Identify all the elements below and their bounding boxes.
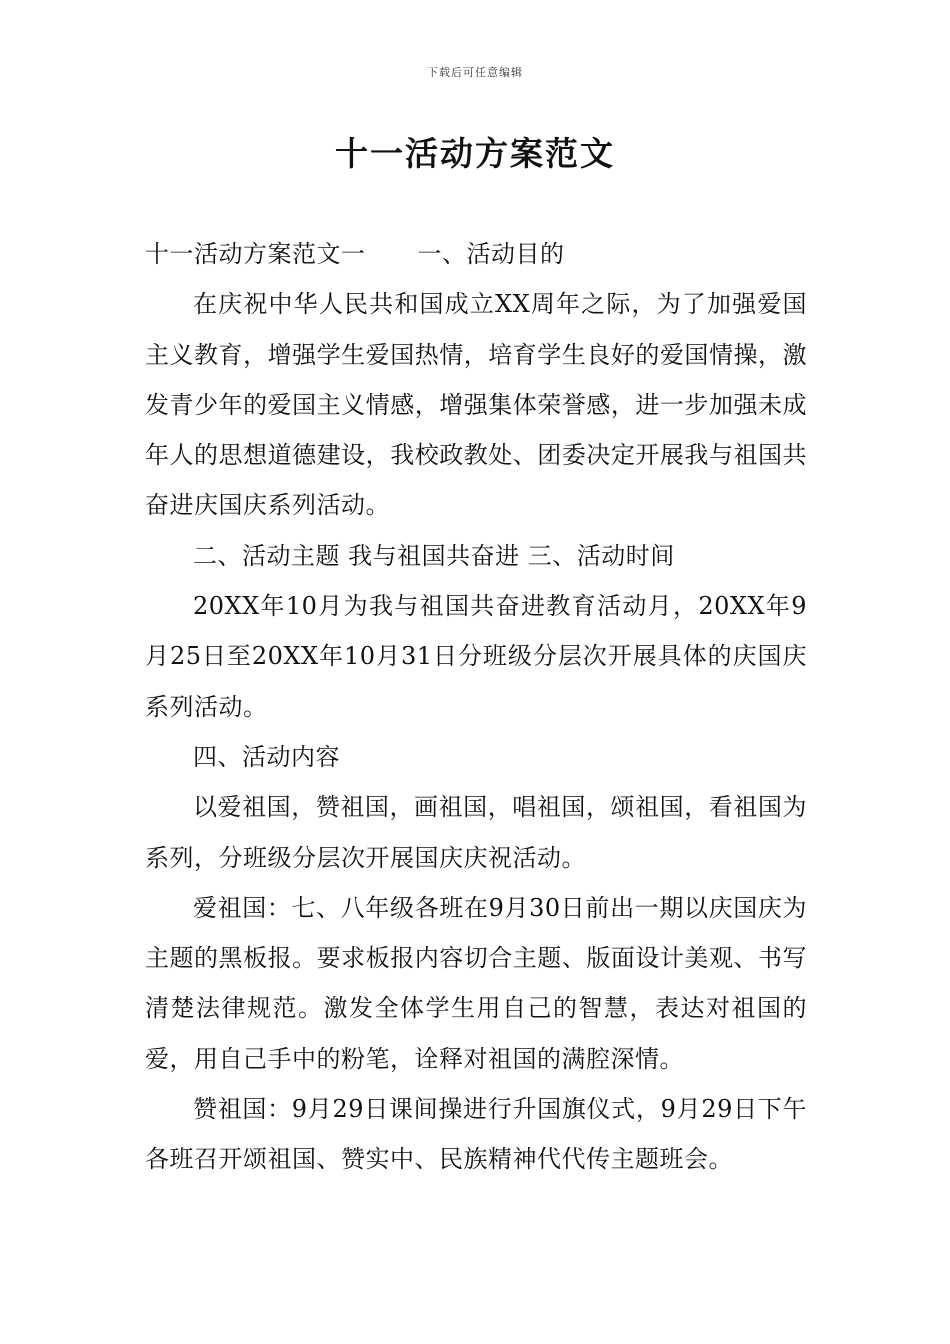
paragraph-content-series: 以爱祖国，赞祖国，画祖国，唱祖国，颂祖国，看祖国为系列，分班级分层次开展国庆庆祝活动。 — [145, 793, 807, 872]
paragraph-love-motherland: 爱祖国：七、八年级各班在9月30日前出一期以庆国庆为主题的黑板报。要求板报内容切合主题、版面设计美观、书写清楚法律规范。激发全体学生用自己的智慧，表达对祖国的爱，用自己手中的粉笔，诠释对祖国的满腔深情。 — [145, 893, 807, 1073]
section-heading-purpose: 一、活动目的 — [417, 240, 565, 268]
paragraph-time: 20XX年10月为我与祖国共奋进教育活动月，20XX年9月25日至20XX年10月31日分班级分层次开展具体的庆国庆系列活动。 — [145, 592, 807, 721]
document-title: 十一活动方案范文 — [335, 134, 615, 173]
intro-subtitle: 十一活动方案范文一 — [145, 240, 366, 268]
paragraph-praise-motherland: 赞祖国：9月29日课间操进行升国旗仪式，9月29日下午各班召开颂祖国、赞实中、民族精神代代传主题班会。 — [145, 1095, 807, 1174]
document-body — [145, 229, 807, 1185]
paragraph-purpose: 在庆祝中华人民共和国成立XX周年之际，为了加强爱国主义教育，增强学生爱国热情，培育学生良好的爱国情操，激发青少年的爱国主义情感，增强集体荣誉感，进一步加强未成年人的思想道德建设，我校政教处、团委决定开展我与祖国共奋进庆国庆系列活动。 — [145, 290, 807, 520]
paragraph-theme-time-heading: 二、活动主题 我与祖国共奋进 三、活动时间 — [193, 541, 675, 570]
header-note: 下载后可任意编辑 — [427, 66, 523, 79]
intro-line — [145, 229, 807, 279]
section-heading-content: 四、活动内容 — [193, 742, 340, 771]
